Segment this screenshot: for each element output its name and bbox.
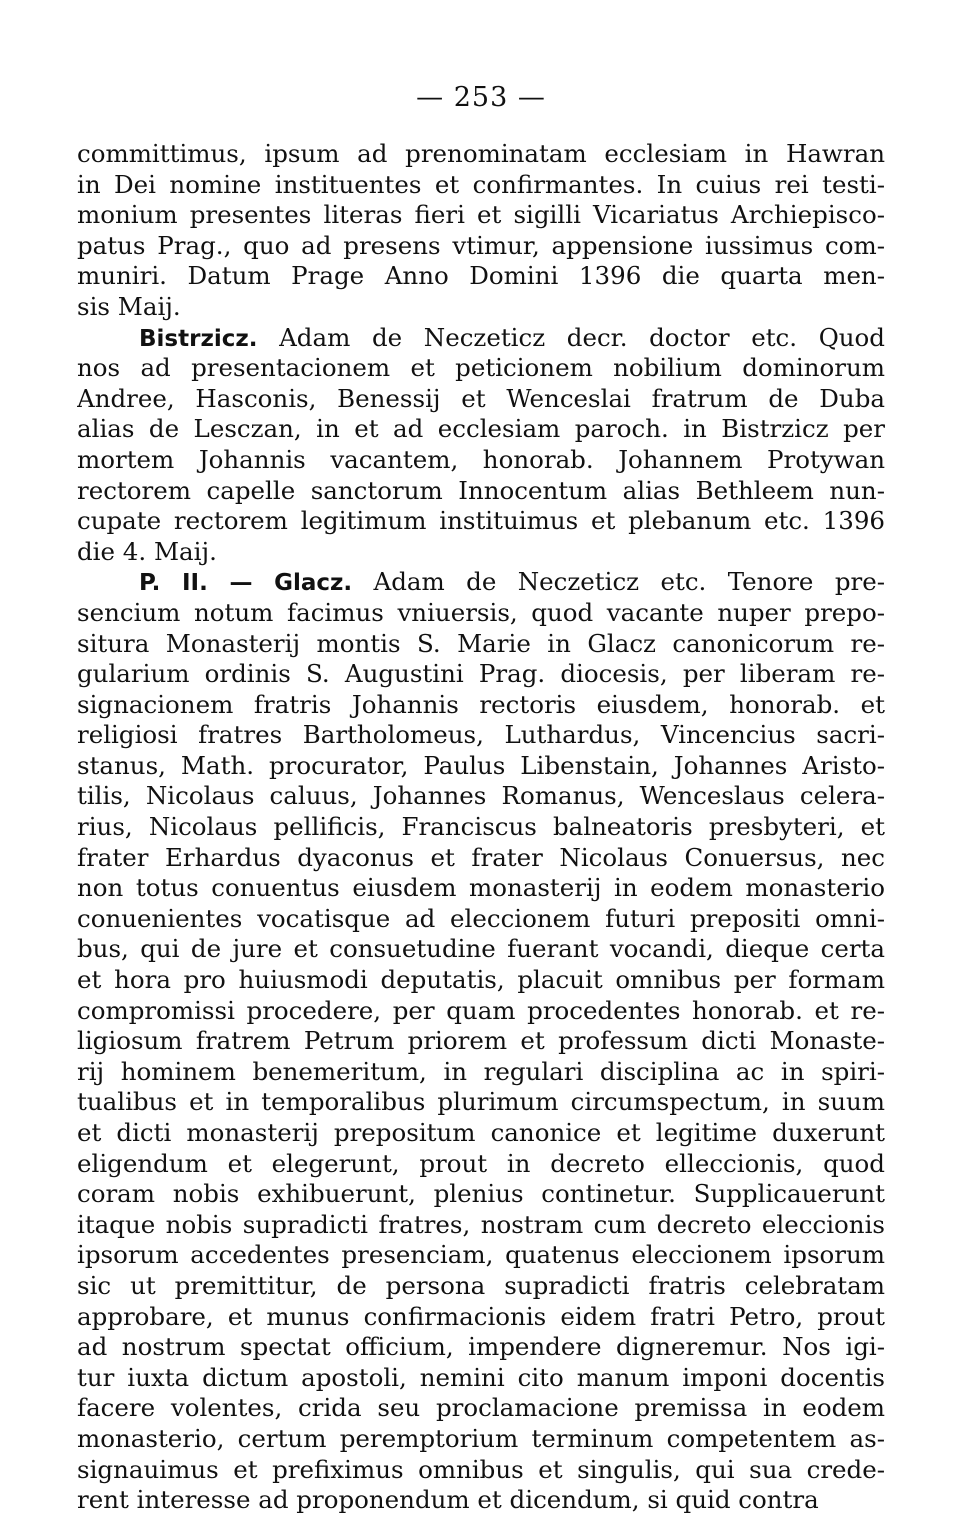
entry-heading: Bistrzicz. bbox=[139, 325, 258, 352]
text-line bbox=[77, 751, 885, 782]
text-line bbox=[77, 139, 885, 170]
line-text: eligendum et elegerunt, prout in decreto elleccionis, quod bbox=[77, 1148, 885, 1178]
line-text: signacionem fratris Johannis rectoris eiusdem, honorab. et bbox=[77, 689, 885, 719]
text-line bbox=[77, 170, 885, 201]
line-text: rectorem capelle sanctorum Innocentum alias Bethleem nun- bbox=[77, 475, 885, 505]
text-line bbox=[77, 414, 885, 445]
line-text: die 4. Maij. bbox=[77, 536, 217, 566]
line-text: monium presentes literas fieri et sigilli Vicariatus Archiepisco- bbox=[77, 200, 885, 230]
line-text: in Dei nomine instituentes et confirmantes. In cuius rei testi- bbox=[77, 169, 885, 199]
line-text: coram nobis exhibuerunt, plenius continetur. Supplicauerunt bbox=[77, 1179, 885, 1209]
text-line bbox=[77, 659, 885, 690]
text-line bbox=[77, 1026, 885, 1057]
line-text: nos ad presentacionem et peticionem nobilium dominorum bbox=[77, 353, 885, 383]
text-line bbox=[77, 353, 885, 384]
line-text: gularium ordinis S. Augustini Prag. diocesis, per liberam re- bbox=[77, 659, 885, 689]
line-text: facere volentes, crida seu proclamacione premissa in eodem bbox=[77, 1393, 885, 1423]
line-text: tilis, Nicolaus caluus, Johannes Romanus, Wenceslaus celera- bbox=[77, 781, 885, 811]
line-text: rent interesse ad proponendum et dicendum, si quid contra bbox=[77, 1485, 819, 1515]
text-line bbox=[77, 1424, 885, 1455]
text-line bbox=[77, 1057, 885, 1088]
text-line bbox=[77, 1332, 885, 1363]
text-line bbox=[77, 323, 885, 354]
text-line bbox=[77, 812, 885, 843]
line-text: rius, Nicolaus pellificis, Franciscus balneatoris presbyteri, et bbox=[77, 812, 885, 842]
text-line bbox=[77, 1271, 885, 1302]
line-text: ligiosum fratrem Petrum priorem et professum dicti Monaste- bbox=[77, 1026, 885, 1056]
line-text: muniri. Datum Prage Anno Domini 1396 die quarta men- bbox=[77, 261, 885, 291]
line-text: et dicti monasterij prepositum canonice et legitime duxerunt bbox=[77, 1118, 885, 1147]
line-text: sencium notum facimus vniuersis, quod vacante nuper prepo- bbox=[77, 597, 885, 627]
line-text: tur iuxta dictum apostoli, nemini cito manum imponi docentis bbox=[77, 1362, 885, 1392]
text-line bbox=[77, 1485, 885, 1516]
text-line bbox=[77, 1455, 885, 1486]
text-line bbox=[77, 231, 885, 262]
line-text: compromissi procedere, per quam procedentes honorab. et re- bbox=[77, 995, 885, 1025]
entry-heading: P. II. — Glacz. bbox=[139, 570, 353, 597]
line-text: patus Prag., quo ad presens vtimur, appensione iussimus com- bbox=[77, 230, 885, 260]
text-line bbox=[77, 629, 885, 660]
text-line bbox=[77, 476, 885, 507]
line-text: sis Maij. bbox=[77, 291, 181, 321]
text-line bbox=[77, 690, 885, 721]
line-text: Adam de Neczeticz decr. doctor etc. Quod bbox=[257, 322, 885, 352]
text-line bbox=[77, 1118, 885, 1149]
text-line bbox=[77, 506, 885, 537]
text-line bbox=[77, 1210, 885, 1241]
text-line bbox=[77, 292, 885, 323]
text-line bbox=[77, 996, 885, 1027]
text-body bbox=[77, 139, 885, 1516]
line-text: signauimus et prefiximus omnibus et singulis, qui sua crede- bbox=[77, 1454, 885, 1484]
text-line bbox=[77, 1302, 885, 1333]
line-text: itaque nobis supradicti fratres, nostram cum decreto eleccionis bbox=[77, 1209, 885, 1239]
text-line bbox=[77, 1363, 885, 1394]
line-text: approbare, et munus confirmacionis eidem fratri Petro, prout bbox=[77, 1301, 885, 1331]
text-line bbox=[77, 720, 885, 751]
text-line bbox=[77, 537, 885, 568]
text-line bbox=[77, 873, 885, 904]
text-line bbox=[77, 567, 885, 598]
text-line bbox=[77, 965, 885, 996]
page-number: — 253 — bbox=[416, 82, 546, 113]
line-text: frater Erhardus dyaconus et frater Nicolaus Conuersus, nec bbox=[77, 842, 885, 872]
line-text: Andree, Hasconis, Benessij et Wenceslai fratrum de Duba bbox=[77, 383, 885, 413]
line-text: stanus, Math. procurator, Paulus Libenstain, Johannes Aristo- bbox=[77, 750, 885, 780]
line-text: ipsorum accedentes presenciam, quatenus eleccionem ipsorum bbox=[77, 1240, 885, 1270]
line-text: Adam de Neczeticz etc. Tenore pre- bbox=[352, 567, 885, 597]
line-text: bus, qui de jure et consuetudine fuerant vocandi, dieque certa bbox=[77, 934, 885, 964]
line-text: sic ut premittitur, de persona supradicti fratris celebratam bbox=[77, 1270, 885, 1300]
text-line bbox=[77, 843, 885, 874]
line-text: et hora pro huiusmodi deputatis, placuit omnibus per formam bbox=[77, 965, 885, 995]
text-line bbox=[77, 1179, 885, 1210]
text-line bbox=[77, 1393, 885, 1424]
text-line bbox=[77, 1149, 885, 1180]
line-text: alias de Lesczan, in et ad ecclesiam paroch. in Bistrzicz per bbox=[77, 414, 885, 444]
line-text: non totus conuentus eiusdem monasterij in eodem monasterio bbox=[77, 873, 885, 903]
text-line bbox=[77, 200, 885, 231]
text-line bbox=[77, 1240, 885, 1271]
text-line bbox=[77, 384, 885, 415]
text-line bbox=[77, 1087, 885, 1118]
text-line bbox=[77, 904, 885, 935]
line-text: conuenientes vocatisque ad eleccionem futuri prepositi omni- bbox=[77, 903, 885, 933]
line-text: ad nostrum spectat officium, impendere digneremur. Nos igi- bbox=[77, 1332, 885, 1362]
line-text: religiosi fratres Bartholomeus, Luthardus, Vincencius sacri- bbox=[77, 720, 885, 750]
line-text: monasterio, certum peremptorium terminum competentem as- bbox=[77, 1423, 885, 1453]
text-line bbox=[77, 261, 885, 292]
text-line bbox=[77, 598, 885, 629]
text-line bbox=[77, 445, 885, 476]
text-line bbox=[77, 781, 885, 812]
document-page bbox=[77, 0, 885, 1515]
line-text: tualibus et in temporalibus plurimum circumspectum, in suum bbox=[77, 1087, 885, 1117]
line-text: rij hominem benemeritum, in regulari disciplina ac in spiri- bbox=[77, 1056, 885, 1086]
line-text: situra Monasterij montis S. Marie in Glacz canonicorum re- bbox=[77, 628, 885, 658]
line-text: committimus, ipsum ad prenominatam ecclesiam in Hawran bbox=[77, 139, 885, 168]
line-text: mortem Johannis vacantem, honorab. Johannem Protywan bbox=[77, 444, 885, 474]
line-text: cupate rectorem legitimum instituimus et plebanum etc. 1396 bbox=[77, 506, 885, 536]
text-line bbox=[77, 934, 885, 965]
